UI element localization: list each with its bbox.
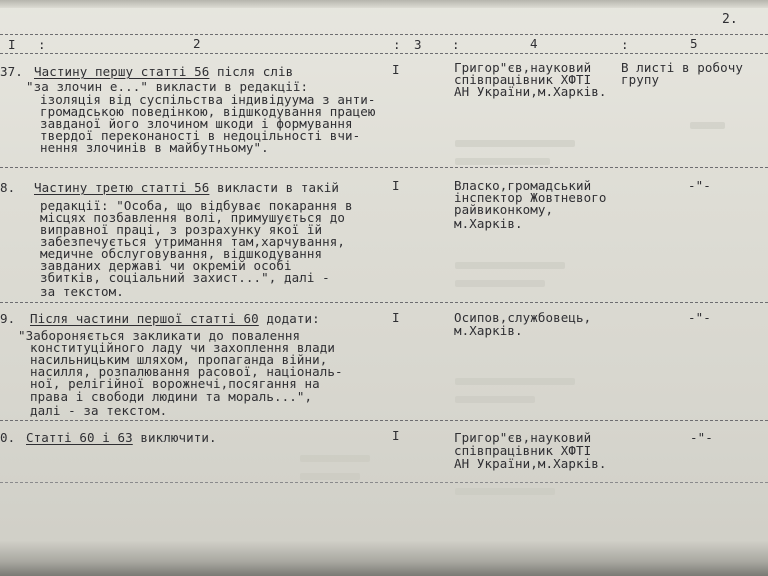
row-text-line: громадською поведінкою, відшкодування працею — [40, 104, 376, 119]
row-text-line: Після частини першої статті 60 додати: — [30, 311, 320, 326]
row-author-line: АН України,м.Харків. — [454, 84, 607, 99]
show-through-mark — [455, 158, 550, 165]
show-through-mark — [455, 378, 575, 385]
page-top-edge — [0, 0, 768, 8]
page-bottom-edge — [0, 540, 768, 576]
show-through-mark — [455, 140, 575, 147]
header-col-5: 5 — [690, 36, 698, 51]
row-text-line: твердої переконаності в недоцільності вчи- — [40, 128, 361, 143]
row-status-line: -"- — [690, 430, 713, 445]
row-text-line: права і свободи людини та мораль...", — [30, 389, 313, 404]
table-rule-row — [0, 167, 768, 168]
show-through-mark — [455, 262, 565, 269]
header-col-2: 2 — [193, 36, 201, 51]
row-text-line: ної, релігійної ворожнечі,посягання на — [30, 376, 320, 391]
row-number: 9. — [0, 311, 16, 326]
row-text-line: збитків, соціальний захист...", далі - — [40, 270, 330, 285]
row-text-line: ізоляція від суспільства індивідуума з анти- — [40, 92, 376, 107]
show-through-mark — [300, 455, 370, 462]
row-status-line: -"- — [688, 178, 711, 193]
row-text-line: забезпечується утримання там,харчування, — [40, 234, 346, 249]
table-rule-row — [0, 420, 768, 421]
row-title: Частину першу статті 56 — [34, 64, 210, 79]
row-text-line: нення злочинів в майбутньому". — [40, 140, 269, 155]
row-title: Частину третю статті 56 — [34, 180, 210, 195]
row-status-line: -"- — [688, 310, 711, 325]
row-col3-value: I — [392, 310, 400, 325]
table-rule-header — [0, 53, 768, 54]
header-separator: : — [38, 37, 46, 52]
row-text-line: Статті 60 і 63 виключити. — [26, 430, 217, 445]
show-through-mark — [455, 396, 535, 403]
table-rule-row — [0, 302, 768, 303]
header-separator: : — [621, 37, 629, 52]
show-through-mark — [300, 473, 360, 480]
row-text-line: редакції: "Особа, що відбуває покарання в — [40, 198, 353, 213]
page-number: 2. — [722, 12, 738, 27]
row-text-line: насилля, розпалювання расової, національ- — [30, 364, 343, 379]
row-author-line: м.Харків. — [454, 216, 523, 231]
show-through-mark — [455, 280, 545, 287]
row-author-line: співпрацівник ХФТІ — [454, 72, 592, 87]
row-text-line: далі - за текстом. — [30, 403, 168, 418]
row-author-line: райвиконкому, — [454, 202, 554, 217]
row-author-line: Григор"єв,науковий — [454, 60, 592, 75]
header-col-3: 3 — [414, 37, 422, 52]
row-text-line: завданих державі чи окремій особі — [40, 258, 292, 273]
header-separator: : — [393, 37, 401, 52]
row-author-line: інспектор Жовтневого — [454, 190, 607, 205]
table-rule-bottom — [0, 482, 768, 483]
row-title: Статті 60 і 63 — [26, 430, 133, 445]
row-col3-value: I — [392, 428, 400, 443]
table-rule-top — [0, 34, 768, 35]
row-text-line: конституційного ладу чи захоплення влади — [30, 340, 336, 355]
row-text-line: місцях позбавлення волі, примушується до — [40, 210, 346, 225]
row-text-line: Частину третю статті 56 викласти в такій — [34, 180, 340, 195]
row-text-line: за текстом. — [40, 284, 124, 299]
row-status-line: групу — [621, 72, 660, 87]
row-text-line: Частину першу статті 56 після слів — [34, 64, 294, 79]
row-col3-value: I — [392, 62, 400, 77]
show-through-mark — [690, 122, 725, 129]
header-col-4: 4 — [530, 36, 538, 51]
row-text-line: виправної праці, з розрахунку якої їй — [40, 222, 323, 237]
row-title: Після частини першої статті 60 — [30, 311, 259, 326]
row-text-line: "Забороняється закликати до повалення — [18, 328, 301, 343]
row-author-line: Власко,громадський — [454, 178, 592, 193]
header-col-1: I — [8, 37, 16, 52]
header-separator: : — [452, 37, 460, 52]
row-number: 37. — [0, 64, 23, 79]
show-through-mark — [455, 488, 555, 495]
row-text-line: "за злочин е..." викласти в редакції: — [26, 79, 309, 94]
row-text-line: медичне обслуговування, відшкодування — [40, 246, 323, 261]
row-number: 8. — [0, 180, 16, 195]
row-number: 0. — [0, 430, 16, 445]
row-col3-value: I — [392, 178, 400, 193]
row-author-line: співпрацівник ХФТІ — [454, 443, 592, 458]
row-author-line: АН України,м.Харків. — [454, 456, 607, 471]
row-text-line: насильницьким шляхом, пропаганда війни, — [30, 352, 328, 367]
row-author-line: Осипов,службовець, — [454, 310, 592, 325]
row-text-line: завданої його злочином шкоди і формування — [40, 116, 353, 131]
row-author-line: Григор"єв,науковий — [454, 430, 592, 445]
row-status-line: В листі в робочу — [621, 60, 744, 75]
row-author-line: м.Харків. — [454, 323, 523, 338]
